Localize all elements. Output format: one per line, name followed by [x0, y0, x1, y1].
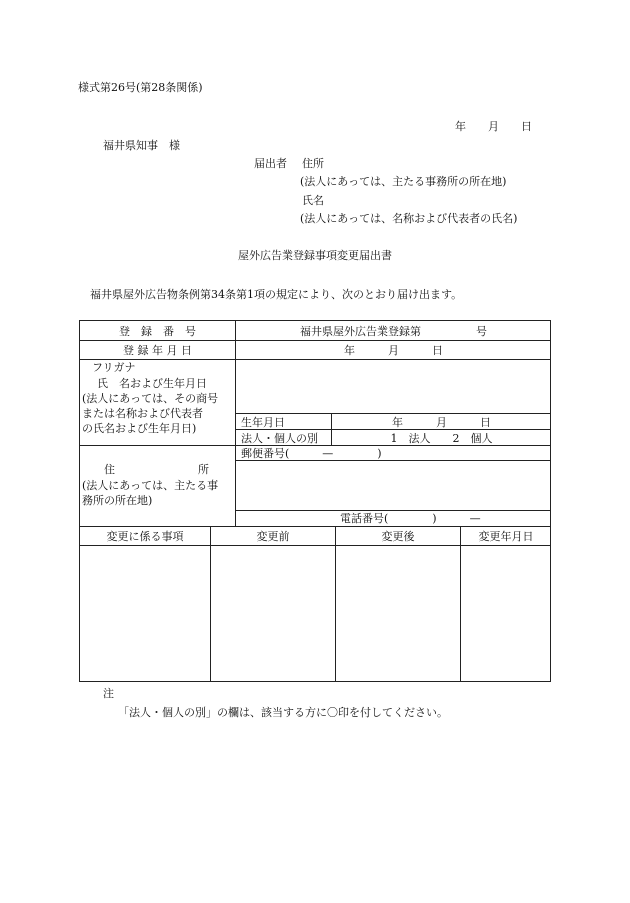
- addressee: 福井県知事 様: [103, 139, 180, 152]
- reg-date-value: 年 月 日: [344, 344, 443, 357]
- address-label-a: 住: [104, 463, 115, 476]
- note-text: 「法人・個人の別」の欄は、該当する方に〇印を付してください。: [118, 706, 448, 719]
- applicant-address-label: 住所: [302, 157, 324, 170]
- reg-date-label: 登 録 年 月 日: [123, 344, 192, 357]
- header-before: 変更前: [256, 530, 290, 543]
- header-change-item: 変更に係る事項: [106, 530, 184, 543]
- phone-number: 電話番号( ) —: [340, 512, 481, 525]
- birth-label: 生年月日: [241, 415, 285, 429]
- document-title: 屋外広告業登録事項変更届出書: [238, 249, 392, 262]
- applicant-name-note: (法人にあっては、名称および代表者の氏名): [300, 212, 518, 225]
- applicant-address-note: (法人にあっては、主たる事務所の所在地): [300, 175, 507, 188]
- address-label-b: 所: [198, 463, 209, 476]
- header-after: 変更後: [381, 530, 415, 543]
- applicant-name-label: 氏名: [302, 194, 324, 207]
- type-label: 法人・個人の別: [241, 431, 318, 445]
- birth-value: 年 月 日: [392, 415, 491, 429]
- note-label: 注: [103, 687, 114, 700]
- header-change-date: 変更年月日: [478, 530, 534, 543]
- applicant-label: 届出者: [254, 157, 287, 170]
- name-birth-note-3: の氏名および生年月日): [82, 422, 197, 435]
- reg-no-value: 福井県屋外広告業登録第 号: [300, 324, 487, 338]
- date-line: 年 月 日: [455, 120, 532, 133]
- name-birth-note-2: または名称および代表者: [82, 407, 203, 420]
- address-note-1: (法人にあっては、主たる事: [82, 479, 219, 492]
- furigana-label: フリガナ: [92, 361, 136, 374]
- name-birth-note-1: (法人にあっては、その商号: [82, 392, 219, 405]
- postal-code: 郵便番号( — ): [241, 447, 382, 460]
- intro-text: 福井県屋外広告物条例第34条第1項の規定により、次のとおり届け出ます。: [90, 288, 463, 301]
- address-note-2: 務所の所在地): [82, 494, 153, 507]
- name-birth-label: 氏 名および生年月日: [97, 377, 207, 390]
- type-value: 1 法人 2 個人: [390, 431, 493, 445]
- reg-no-label: 登 録 番 号: [119, 324, 196, 338]
- form-number: 様式第26号(第28条関係): [78, 81, 203, 94]
